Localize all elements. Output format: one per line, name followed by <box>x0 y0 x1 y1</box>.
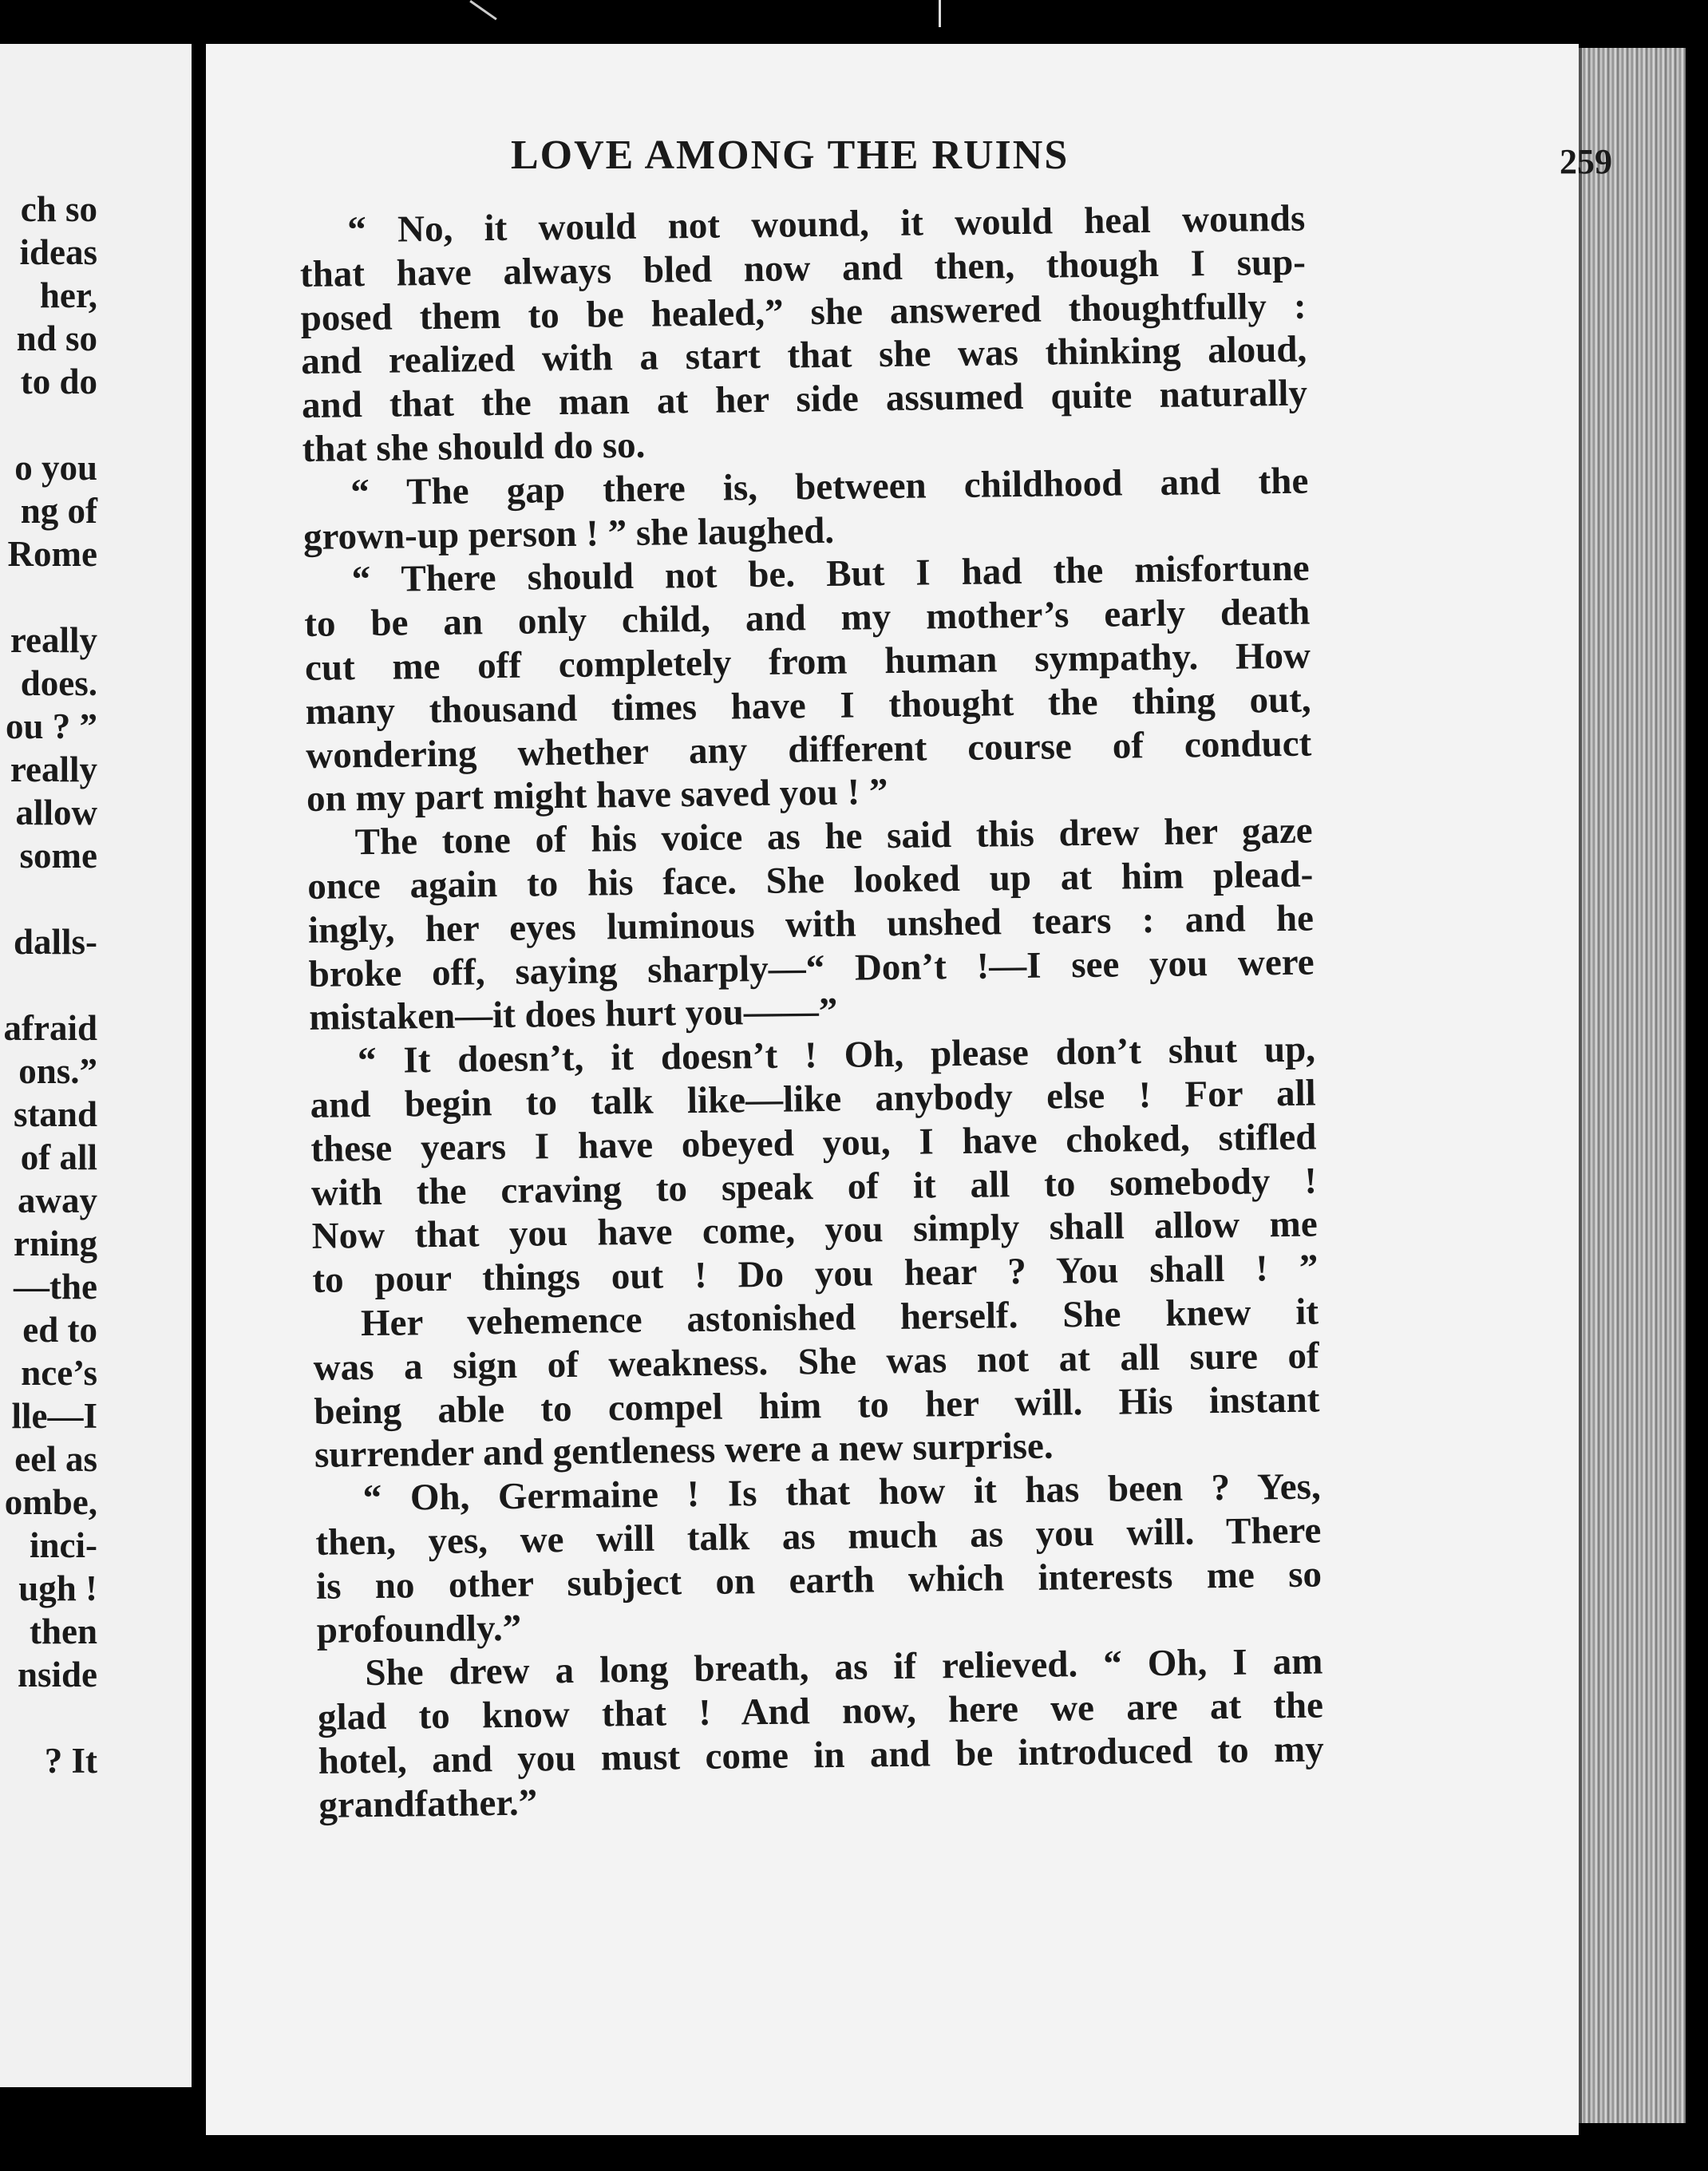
left-page-line <box>0 877 97 920</box>
text-line: Her vehemence astonished herself. She knew it <box>360 1291 1319 1345</box>
left-page-line: ideas <box>19 232 97 272</box>
text-line: cut me off completely from human sympathy. How <box>304 635 1311 689</box>
left-page-line <box>0 1696 97 1739</box>
body-text <box>299 197 1325 1828</box>
left-page-line: then <box>29 1611 97 1651</box>
left-page-line: ng of <box>20 491 97 531</box>
text-line: She drew a long breath, as if relieved. “ Oh, I am <box>365 1640 1323 1694</box>
left-page-line <box>0 575 97 619</box>
left-page-line: ugh ! <box>18 1568 97 1608</box>
scan-mark <box>939 0 941 27</box>
text-line: these years I have obeyed you, I have choked, stifled <box>310 1116 1317 1170</box>
left-facing-page <box>0 44 194 2087</box>
left-page-line: eel as <box>14 1439 97 1479</box>
text-line: The tone of his voice as he said this drew her gaze <box>354 809 1313 864</box>
book-gutter <box>192 0 206 2171</box>
left-page-line: does. <box>20 663 97 703</box>
text-line: and that the man at her side assumed quite naturally <box>301 372 1308 427</box>
left-page-line <box>0 403 97 446</box>
page-number: 259 <box>1560 142 1612 181</box>
left-page-line: allow <box>15 793 97 832</box>
text-line: to be an only child, and my mother’s early death <box>304 591 1311 646</box>
text-line: Now that you have come, you simply shall allow me <box>311 1203 1318 1258</box>
text-line: that she should do so. <box>302 424 646 470</box>
left-page-line: ou ? ” <box>5 706 97 746</box>
left-page-line: her, <box>39 275 97 315</box>
left-page-line: ed to <box>22 1310 97 1350</box>
text-line: was a sign of weakness. She was not at all sure of <box>313 1335 1319 1389</box>
text-line: “ It doesn’t, it doesn’t ! Oh, please don’t shut up, <box>357 1028 1316 1082</box>
text-line: once again to his face. She looked up at him plead- <box>307 853 1314 908</box>
text-line: that have always bled now and then, though I sup- <box>299 241 1307 295</box>
left-page-line: nce’s <box>21 1353 97 1393</box>
text-line: wondering whether any different course of conduct <box>306 722 1312 777</box>
left-page-line: away <box>18 1180 97 1220</box>
text-line: ingly, her eyes luminous with unshed tears : and he <box>307 897 1315 951</box>
left-page-line: to do <box>20 362 97 401</box>
left-page-line: Rome <box>7 534 97 574</box>
left-page-line: rning <box>13 1224 97 1263</box>
text-line: mistaken—it does hurt you——” <box>309 991 838 1039</box>
left-page-line: inci- <box>30 1525 97 1565</box>
text-line: “ Oh, Germaine ! Is that how it has been ? Yes, <box>362 1465 1321 1520</box>
text-line: “ No, it would not wound, it would heal wounds <box>347 197 1306 251</box>
running-title: LOVE AMONG THE RUINS <box>511 132 1069 178</box>
text-line: is no other subject on earth which interests me so <box>315 1553 1323 1607</box>
left-page-line: afraid <box>3 1008 97 1048</box>
left-page-line: nd so <box>16 318 97 358</box>
left-page-line: some <box>19 836 97 876</box>
page-edges <box>1579 48 1686 2123</box>
text-line: grandfather.” <box>318 1781 538 1826</box>
left-page-line <box>0 963 97 1006</box>
text-line: then, yes, we will talk as much as you will. There <box>315 1509 1322 1564</box>
text-line: glad to know that ! And now, here we are at the <box>317 1684 1324 1738</box>
scan-mark <box>469 0 496 20</box>
text-line: hotel, and you must come in and be introduced to my <box>318 1728 1324 1782</box>
text-line: posed them to be healed,” she answered thoughtfully : <box>300 285 1307 339</box>
text-line: “ There should not be. But I had the misfortune <box>351 547 1310 601</box>
left-page-line: stand <box>13 1094 97 1134</box>
text-line: with the craving to speak of it all to somebody ! <box>310 1160 1318 1214</box>
text-line: broke off, saying sharply—“ Don’t !—I see you were <box>308 941 1315 995</box>
left-page-line: really <box>10 620 97 660</box>
running-head <box>295 132 1612 188</box>
left-page-line: ch so <box>20 189 97 229</box>
text-line: many thousand times have I thought the thing out, <box>305 678 1311 733</box>
left-page-line: —the <box>14 1267 97 1307</box>
left-page-line: ons.” <box>18 1051 97 1091</box>
text-line: “ The gap there is, between childhood and the <box>350 460 1309 514</box>
text-line: surrender and gentleness were a new surprise. <box>314 1425 1054 1477</box>
text-line: profoundly.” <box>316 1607 522 1651</box>
left-page-line: nside <box>17 1655 97 1694</box>
text-line: to pour things out ! Do you hear ? You shall ! ” <box>312 1247 1319 1302</box>
text-line: on my part might have saved you ! ” <box>306 771 888 821</box>
left-page-line: ? It <box>44 1741 97 1781</box>
text-line: grown-up person ! ” she laughed. <box>302 509 835 558</box>
left-page-text <box>0 188 97 1782</box>
left-page-line: o you <box>14 448 97 488</box>
left-page-line: of all <box>20 1137 97 1177</box>
left-page-line: ombe, <box>4 1482 97 1522</box>
text-line: and begin to talk like—like anybody else ! For all <box>310 1072 1316 1126</box>
text-line: and realized with a start that she was thinking aloud, <box>301 328 1307 383</box>
text-line: being able to compel him to her will. His instant <box>314 1378 1320 1433</box>
left-page-line: really <box>10 749 97 789</box>
left-page-line: lle—I <box>11 1396 97 1436</box>
left-page-line: dalls- <box>13 922 97 962</box>
